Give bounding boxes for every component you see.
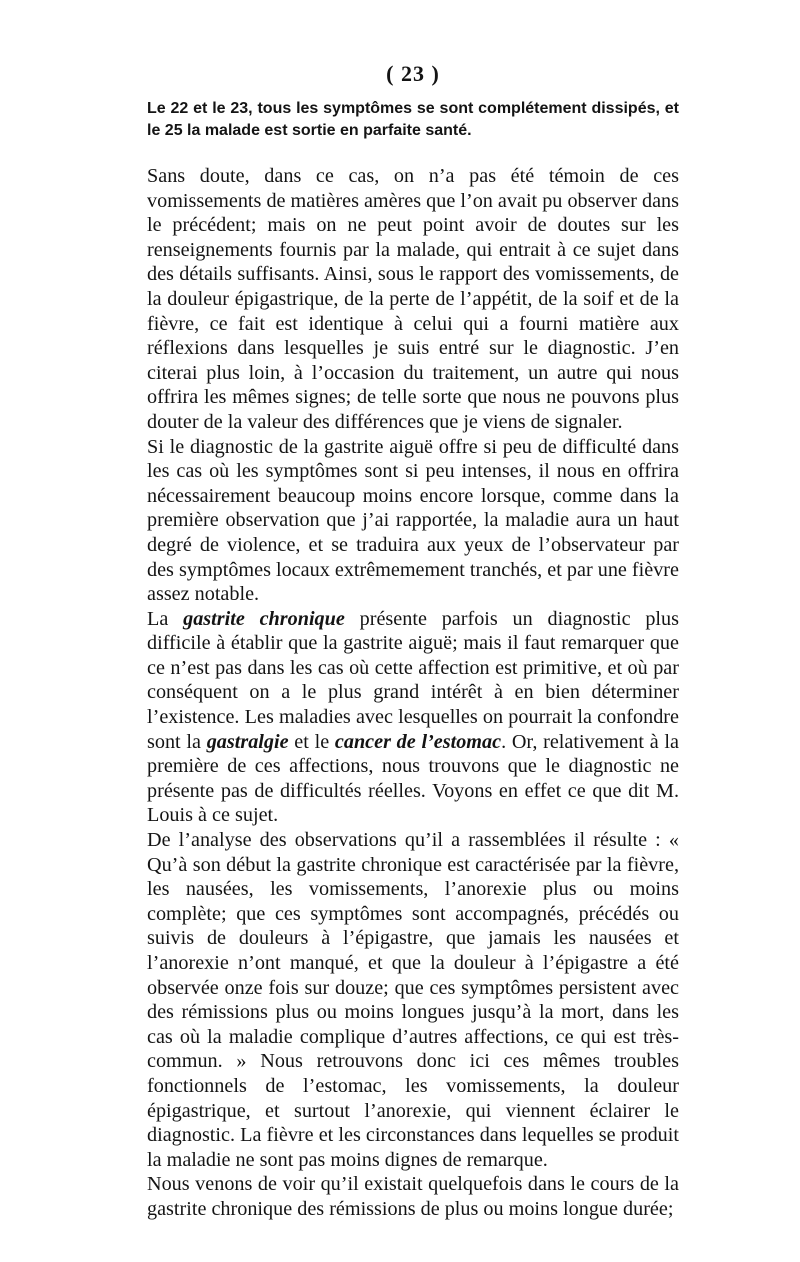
paragraph-3-middle: présente parfois un diagnostic plus difficile à établir que la gastrite aiguë; mais il faut remarquer que ce n’est pas dans les cas où cette affection est primitive, et où par conséquent on a le plus grand intérêt à en bien déterminer l’existence. Les maladies avec lesquelles on pourrait la confondre sont la [147, 607, 679, 753]
paragraph-3-before: La [147, 607, 184, 630]
paragraph-5: Nous venons de voir qu’il existait quelquefois dans le cours de la gastrite chronique des rémissions de plus ou moins longue durée; [147, 1173, 679, 1220]
paragraph-3 [147, 607, 679, 828]
paragraph-3-middle2: et le [288, 730, 335, 753]
paragraph-2: Si le diagnostic de la gastrite aiguë offre si peu de difficulté dans les cas où les symptômes sont si peu intenses, il nous en offrira nécessairement beaucoup moins encore lorsque, comme dans la première observation que j’ai rapportée, la maladie aura un haut degré de violence, et se traduira aux yeux de l’observateur par des symptômes locaux extrêmemement tranchés, et par une fièvre assez notable. [147, 435, 679, 606]
paragraph-1: Sans doute, dans ce cas, on n’a pas été témoin de ces vomissements de matières amères que l’on avait pu observer dans le précédent; mais on ne peut point avoir de doutes sur les renseignements fournis par la malade, qui entrait à ce sujet dans des détails suffisants. Ainsi, sous le rapport des vomissements, de la douleur épigastrique, de la perte de l’appétit, de la soif et de la fièvre, ce fait est identique à celui qui a fourni matière aux réflexions dans lesquelles je suis entré sur le diagnostic. J’en citerai plus loin, à l’occasion du traitement, un autre qui nous offrira les mêmes signes; de telle sorte que nous ne pouvons plus douter de la valeur des différences que je viens de signaler. [147, 165, 680, 433]
lead-paragraph: Le 22 et le 23, tous les symptômes se sont complétement dissipés, et le 25 la malade est sortie en parfaite santé. [147, 100, 679, 139]
term-gastralgie: gastralgie [206, 730, 289, 753]
book-page [147, 60, 679, 1222]
term-gastrite-chronique: gastrite chronique [183, 607, 345, 630]
page-number: ( 23 ) [386, 61, 440, 86]
term-cancer-estomac: cancer de l’estomac [334, 730, 502, 753]
paragraph-4: De l’analyse des observations qu’il a rassemblées il résulte : « Qu’à son début la gastrite chronique est caractérisée par la fièvre, les nausées, les vomissements, l’anorexie plus ou moins complète; que ces symptômes sont accompagnés, précédés ou suivis de douleurs à l’épigastre, que jamais les nausées et l’anorexie n’ont manqué, et que la douleur à l’épigastre a été observée onze fois sur douze; que ces symptômes persistent avec des rémissions plus ou moins longues jusqu’à la mort, dans les cas où la maladie complique d’autres affections, ce qui est très-commun. » Nous retrouvons donc ici ces mêmes troubles fonctionnels de l’estomac, les vomissements, la douleur épigastrique, et surtout l’anorexie, qui viennent éclairer le diagnostic. La fièvre et les circonstances dans lequelles se produit la maladie ne sont pas moins dignes de remarque. [147, 829, 679, 1171]
paragraph-3-after: . Or, relativement à la première de ces affections, nous trouvons que le diagnostic ne présente pas de difficultés réelles. Voyons en effet ce que dit M. Louis à ce sujet. [147, 730, 679, 827]
